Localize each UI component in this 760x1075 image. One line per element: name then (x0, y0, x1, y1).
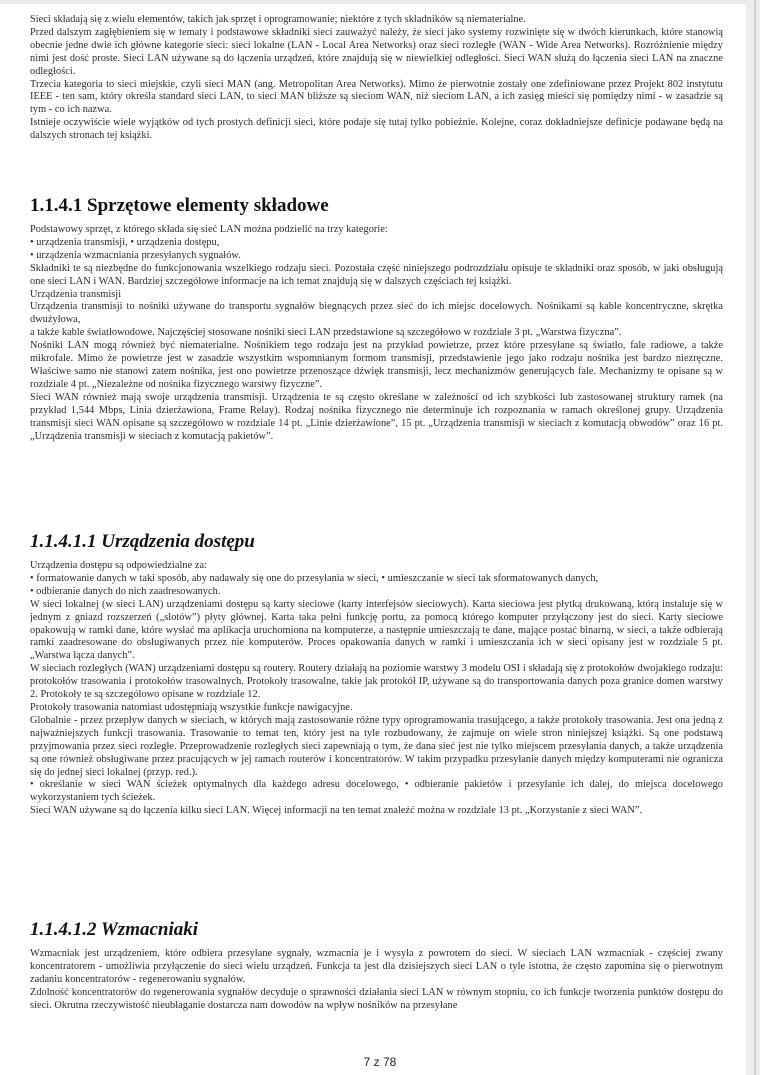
subsection-heading-wrapper (30, 530, 723, 556)
body-paragraph: W sieci lokalnej (w sieci LAN) urządzeniami dostępu są karty sieciowe (karty interfejsów sieciowych). Karta sieciowa jest płytką drukowaną, którą instaluje się w jednym z gniazd rozszerzeń („slotów”) płyty głównej. Karta taka pełni funkcję portu, za pomocą którego komputer przyłączony jest do sieci. Karty sieciowe opakowują w ramki dane, które wysłać ma aplikacja uruchomiona na komputerze, a następnie umieszczają te dane, mające postać binarną, w sieci, a także odbierają ramki zaadresowane do obsługiwanych przez nie komputerów. Proces opakowania danych w ramki i umieszczania ich w sieci opisany jest w rozdziale 5 pt. „Warstwa łącza danych”. (30, 598, 723, 662)
body-paragraph: Podstawowy sprzęt, z którego składa się sieć LAN można podzielić na trzy kategorie: (30, 224, 388, 235)
body-paragraph: Globalnie - przez przepływ danych w sieciach, w których mają zastosowanie różne typy oprogramowania trasującego, a także protokoły trasowania. Jest ona jedną z najważniejszych funkcji trasowania. Trasowanie to temat ten, który jest na tyle rozbudowany, że zajmuje on wiele stron niniejszej książki. Są one podstawą przyjmowania przez sieci rozległe. Przeprowadzenie rozległych sieci zapewniają o tym, że dana sieć jest nie tylko miejscem przesyłania danych, a także urządzenia są one również obsługiwane przez pracujących w jej ramach routerów i koncentratorów. W takim przypadku przesyłanie danych między komputerami nie ogranicza się do jednej sieci lokalnej (przyp. red.). (30, 714, 723, 778)
body-paragraph: a także kable światłowodowe. Najczęściej stosowane nośniki sieci LAN przedstawione są szczegółowo w rozdziale 3 pt. „Warstwa fizyczna”. (30, 327, 622, 339)
section-heading-wrapper (30, 194, 723, 220)
scan-edge-right (746, 0, 760, 1075)
body-paragraph: Sieci WAN również mają swoje urządzenia transmisji. Urządzenia te są często określane w zależności od ich szybkości lub zastosowanej struktury ramek (na przykład 1,544 Mbps, Linia dzierżawiona, Frame Relay). Rodzaj nośnika fizycznego nie determinuje ich rozpoznania w ramach określonej grupy. Urządzenia transmisji sieci WAN opisane są szczegółowo w rozdziale 14 pt. „Linie dzierżawione”, 15 pt. „Urządzenia transmisji w sieciach z komutacją obwodów” oraz 16 pt. „Urządzenia transmisji w sieciach z komutacją pakietów”. (30, 391, 723, 442)
body-paragraph: Sieci WAN używane są do łączenia kilku sieci LAN. Więcej informacji na ten temat znaleźć można w rozdziale 13 pt. „Korzystanie z sieci WAN”. (30, 805, 643, 817)
body-paragraph: • urządzenia wzmacniania przesyłanych sygnałów. (30, 249, 241, 261)
body-paragraph: W sieciach rozległych (WAN) urządzeniami dostępu są routery. Routery działają na poziomie warstwy 3 modelu OSI i składają się z protokołów dwojakiego rodzaju: protokołów trasowania i protokołów trasowalnych. Protokoły trasowalne, takie jak protokół IP, używane są do transportowania danych poza granice domen warstwy 2. Protokoły te są szczegółowo opisane w rozdziale 12. (30, 663, 723, 701)
section-access-body (30, 560, 723, 906)
body-paragraph: Protokoły trasowania natomiast udostępniają wszystkie funkcje nawigacyjne. (30, 701, 353, 713)
intro-paragraph: Sieci składają się z wielu elementów, takich jak sprzęt i oprogramowanie; niektóre z tych składników są niematerialne. (30, 14, 526, 25)
body-paragraph: Nośniki LAN mogą również być niematerialne. Nośnikiem tego rodzaju jest na przykład powietrze, przez które przesyłane są światło, fale radiowe, a także mikrofale. Mimo że powietrze jest w zasadzie wszystkim wspomnianym formom transmisji, przedstawienie jego jako rodzaju nośnika jest bardzo niezręczne. Właściwe samo nie stanowi zatem nośnika, jest ono powietrze przenoszące dźwięk transmisji, lecz mechanizmów generujących fale. Mechanizmy te opisane są w rozdziale 4 pt. „Niezależne od nośnika fizycznego warstwy fizyczne”. (30, 340, 723, 390)
body-paragraph: Składniki te są niezbędne do funkcjonowania wszelkiego rodzaju sieci. Pozostała część niniejszego podrozdziału opisuje te składniki oraz sposób, w jaki obsługują one sieci LAN i WAN. Bardziej szczegółowe informacje na ich temat znajdują się w dalszych częściach tej książki. (30, 262, 723, 287)
body-paragraph: • urządzenia transmisji, • urządzenia dostępu, (30, 236, 220, 248)
body-paragraph: Wzmacniak jest urządzeniem, które odbiera przesyłane sygnały, wzmacnia je i wysyła z powrotem do sieci. W sieciach LAN wzmacniak - częściej zwany koncentratorem - umożliwia przyłączenie do sieci wielu urządzeń. Funkcja ta jest dla dzisiejszych sieci LAN o tyle istotna, że często zapomina się o pierwotnym zadaniu koncentratorów - regenerowaniu sygnałów. (30, 948, 723, 985)
body-paragraph: • odbieranie danych do nich zaadresowanych. (30, 585, 221, 597)
body-paragraph: Zdolność koncentratorów do regenerowania sygnałów decyduje o sprawności działania sieci LAN w równym stopniu, co ich funkcje tworzenia punktów dostępu do sieci. Okrutna rzeczywistość nieubłaganie dostarcza nam dowodów na wpływ nośników na przesyłane (30, 986, 723, 1011)
section-heading-hardware: 1.1.4.1 Sprzętowe elementy składowe (30, 195, 329, 216)
scan-edge-top (0, 0, 760, 4)
body-paragraph: Urządzenia dostępu są odpowiedzialne za: (30, 560, 207, 571)
scan-edge-right-line (754, 0, 756, 1075)
section-hardware-body (30, 224, 723, 520)
body-paragraph: Urządzenia transmisji (30, 288, 122, 300)
intro-paragraph: Trzecia kategoria to sieci miejskie, czyli sieci MAN (ang. Metropolitan Area Networks). Mimo że pierwotnie zostały one zdefiniowane przez Projekt 802 instytutu IEEE - ten sam, który określa standard sieci LAN, to sieci MAN bliższe są sieciom WAN, niż sieciom LAN, a ich zasięg mieści się pomiędzy nimi - w zasadzie są tym - co ich nazwa. (30, 78, 723, 116)
intro-paragraph: Istnieje oczywiście wiele wyjątków od tych prostych definicji sieci, które podaje się tutaj tylko pobieżnie. Kolejne, coraz dokładniejsze definicje podawane będą na dalszych stronach tej książki. (30, 117, 723, 142)
subsection-heading-repeaters: 1.1.4.1.2 Wzmacniaki (30, 919, 199, 940)
subsection-heading-access-devices: 1.1.4.1.1 Urządzenia dostępu (30, 531, 255, 552)
intro-paragraph: Przed dalszym zagłębieniem się w tematy i podstawowe składniki sieci zauważyć należy, że sieci jako systemy rozwinięte się w dwóch kierunkach, które stanowią obecnie jedne dwie ich główne kategorie sieci: sieci lokalne (LAN - Local Area Networks) oraz sieci rozległe (WAN - Wide Area Networks). Rozróżnienie między nimi jest dość proste. Sieci LAN używane są do łączenia urządzeń, które znajdują się w niewielkiej odległości. Sieci WAN służą do łączenia sieci LAN na znaczne odległości. (30, 26, 723, 77)
body-paragraph: • formatowanie danych w taki sposób, aby nadawały się one do przesyłania w sieci, • umieszczanie w sieci tak sformatowanych danych, (30, 572, 599, 584)
intro-block (30, 14, 723, 182)
body-paragraph: Urządzenia transmisji to nośniki używane do transportu sygnałów biegnących przez sieć do ich miejsc docelowych. Nośnikami są kable koncentryczne, skrętka dwużyłowa, (30, 301, 723, 326)
page-number: 7 z 78 (363, 1055, 397, 1069)
subsection-heading-wrapper (30, 918, 723, 944)
body-paragraph: • określanie w sieci WAN ścieżek optymalnych dla każdego adresu docelowego, • odbieranie pakietów i przesyłanie ich dalej, do miejsca docelowego wykorzystaniem tych ścieżek. (30, 779, 723, 804)
section-repeaters-body (30, 948, 723, 1036)
